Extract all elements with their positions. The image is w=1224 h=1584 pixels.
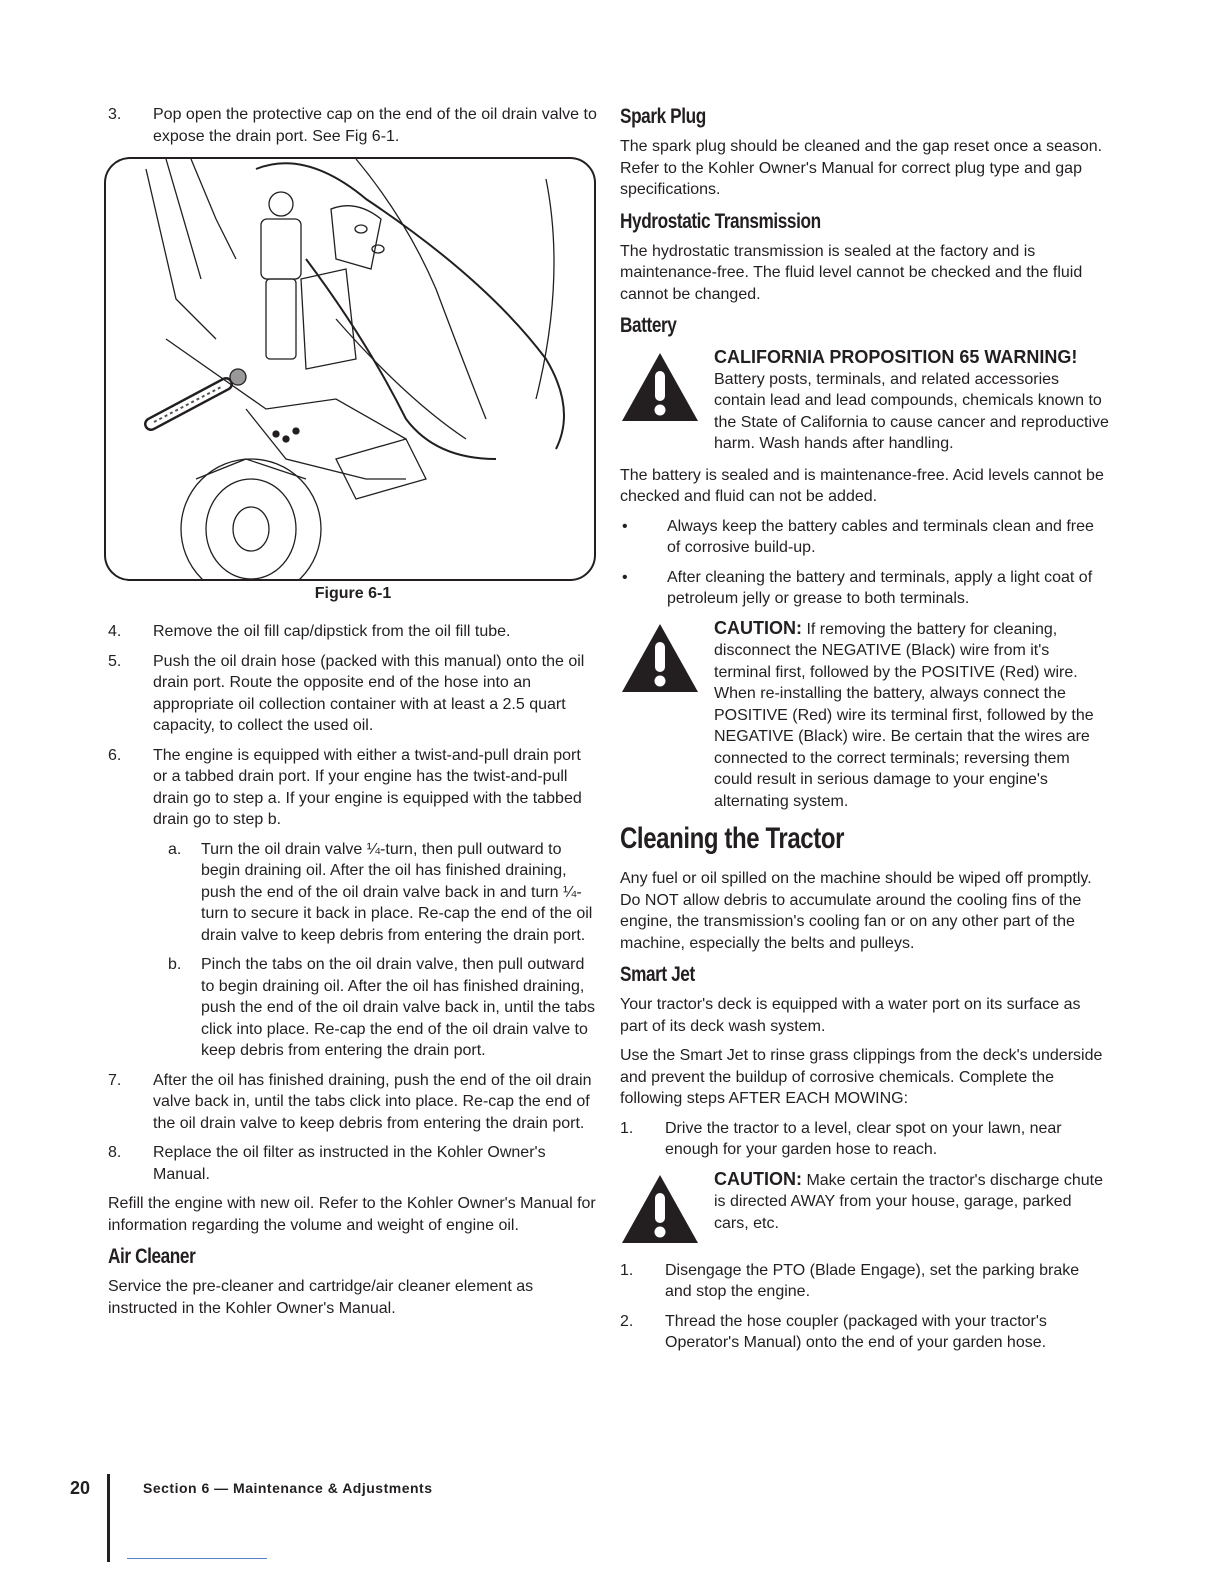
battery-heading: Battery	[620, 314, 677, 337]
step-4: 4. Remove the oil fill cap/dipstick from the oil fill tube.	[108, 623, 511, 640]
step-5: 5. Push the oil drain hose (packed with this manual) onto the oil drain port. Route the opposite end of the hose into an appropriate oil collection container with at least a 2.5 quart capacity, to collect the used oil.	[108, 652, 585, 734]
figure-6-1-image	[104, 157, 596, 581]
step-6: 6. The engine is equipped with either a twist-and-pull drain port or a tabbed drain port. If your engine has the twist-and-pull drain go to step a. If your engine is equipped with the tabbed drain go to step b.	[108, 746, 582, 828]
caution-text: Make certain the tractor's discharge chute is directed AWAY from your house, garage, parked cars, etc.	[714, 1171, 1103, 1232]
bottom-divider	[127, 1558, 267, 1559]
air-cleaner-heading: Air Cleaner	[108, 1245, 196, 1268]
smart-jet-heading: Smart Jet	[620, 963, 695, 986]
warning-triangle-icon	[620, 618, 714, 813]
battery-paragraph: The battery is sealed and is maintenance-free. Acid levels cannot be checked and fluid can not be added.	[620, 466, 1104, 505]
section-label	[143, 1480, 433, 1496]
air-cleaner-paragraph: Service the pre-cleaner and cartridge/air cleaner element as instructed in the Kohler Owner's Manual.	[108, 1278, 534, 1317]
smart-jet-step-1b: 1. Disengage the PTO (Blade Engage), set the parking brake and stop the engine.	[620, 1261, 1080, 1300]
smart-jet-paragraph-2: Use the Smart Jet to rinse grass clippings from the deck's underside and prevent the buildup of corrosive chemicals. Complete the following steps AFTER EACH MOWING:	[620, 1047, 1103, 1107]
smart-jet-step-2: 2. Thread the hose coupler (packaged with your tractor's Operator's Manual) onto the end of your garden hose.	[620, 1312, 1047, 1351]
warning-triangle-icon	[620, 1169, 714, 1250]
caution-text: If removing the battery for cleaning, disconnect the NEGATIVE (Black) wire from it's terminal first, followed by the POSITIVE (Red) wire. When re-installing the battery, always connect the POSITIVE (Red) wire its terminal first, followed by the NEGATIVE (Black) wire. Be certain that the wires are connected to the correct terminals; reversing them could result in serious damage to your engine's alternating system.	[714, 620, 1094, 810]
prop65-text: Battery posts, terminals, and related accessories contain lead and lead compounds, chemicals known to the State of California to cause cancer and reproductive harm. Wash hands after handling.	[714, 370, 1109, 452]
tractor-drain-illustration	[106, 159, 594, 579]
smart-jet-paragraph-1: Your tractor's deck is equipped with a water port on its surface as part of its deck wash system.	[620, 996, 1081, 1035]
step-6b: b. Pinch the tabs on the oil drain valve, then pull outward to begin draining oil. After the oil has finished draining, push the end of the oil drain valve back in, until the tabs click into place. Re-cap the end of the oil drain valve to keep debris from entering the drain port.	[168, 956, 596, 1059]
page-footer	[70, 1478, 100, 1499]
step-8: 8. Replace the oil filter as instructed in the Kohler Owner's Manual.	[108, 1144, 546, 1183]
step-6a: a. Turn the oil drain valve ¼-turn, then pull outward to begin draining oil. After the oil has finished draining, push the end of the oil drain valve back in and turn ¼-turn to secure it back in place. Re-cap the end of the oil drain valve to keep debris from entering the drain port.	[168, 840, 593, 944]
refill-paragraph: Refill the engine with new oil. Refer to the Kohler Owner's Manual for information regarding the volume and weight of engine oil.	[108, 1195, 596, 1234]
hydrostatic-heading: Hydrostatic Transmission	[620, 209, 821, 233]
spark-plug-paragraph: The spark plug should be cleaned and the gap reset once a season. Refer to the Kohler Owner's Manual for correct plug type and gap specifications.	[620, 138, 1103, 198]
battery-caution	[620, 618, 1110, 813]
cleaning-paragraph: Any fuel or oil spilled on the machine should be wiped off promptly. Do NOT allow debris to accumulate around the cooling fins of the engine, the transmission's cooling fan or on any other part of the machine, especially the belts and pulleys.	[620, 870, 1092, 952]
spark-plug-heading: Spark Plug	[620, 105, 706, 128]
prop65-title: CALIFORNIA PROPOSITION 65 WARNING!	[714, 347, 1078, 367]
section-label-main: Maintenance & Adjustments	[233, 1480, 433, 1496]
caution-title: CAUTION:	[714, 1168, 802, 1189]
left-column	[108, 104, 598, 1327]
page-number: 20	[70, 1478, 91, 1498]
right-column	[620, 104, 1110, 1362]
hydrostatic-paragraph: The hydrostatic transmission is sealed at the factory and is maintenance-free. The fluid level cannot be checked and the fluid cannot be changed.	[620, 242, 1083, 303]
battery-bullet-2: • After cleaning the battery and terminals, apply a light coat of petroleum jelly or grease to both terminals.	[622, 568, 1093, 607]
step-7: 7. After the oil has finished draining, push the end of the oil drain valve back in, until the tabs click into place. Re-cap the end of the oil drain valve to keep debris from entering the drain port.	[108, 1071, 592, 1132]
smart-jet-step-1: 1. Drive the tractor to a level, clear spot on your lawn, near enough for your garden hose to reach.	[620, 1119, 1062, 1158]
footer-rule	[107, 1474, 110, 1562]
figure-caption: Figure 6-1	[314, 585, 392, 602]
caution-title: CAUTION:	[714, 617, 802, 638]
prop65-warning	[620, 347, 1110, 455]
cleaning-tractor-heading: Cleaning the Tractor	[620, 822, 845, 855]
battery-bullet-1: • Always keep the battery cables and terminals clean and free of corrosive build-up.	[622, 517, 1094, 556]
section-label-prefix: Section 6 —	[143, 1480, 234, 1496]
warning-triangle-icon	[620, 347, 714, 455]
discharge-caution	[620, 1169, 1110, 1250]
step-3: 3. Pop open the protective cap on the end of the oil drain valve to expose the drain port. See Fig 6-1.	[108, 106, 597, 145]
